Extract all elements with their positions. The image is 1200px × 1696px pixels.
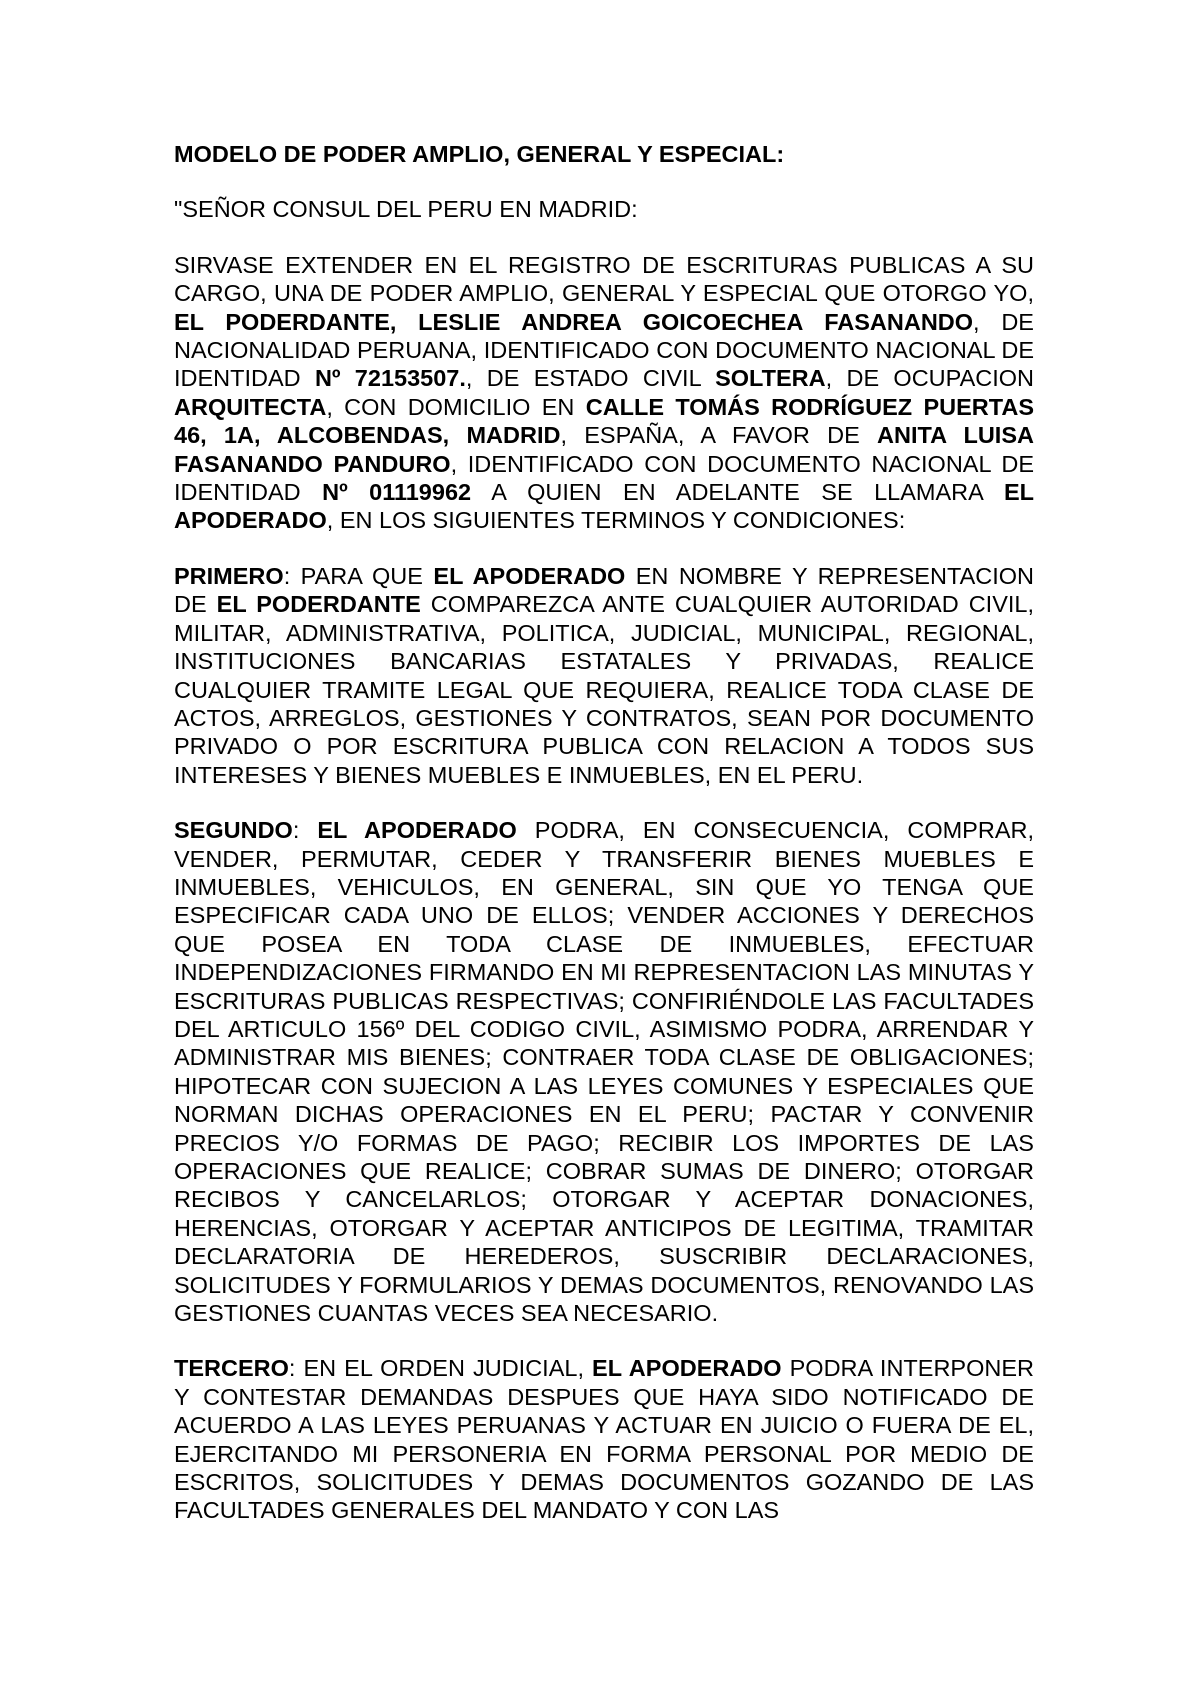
apoderado-term: EL APODERADO xyxy=(174,479,1034,534)
clause-tercero-text-2: PODRA INTERPONER Y CONTESTAR DEMANDAS DESPUES QUE HAYA SIDO NOTIFICADO DE ACUERDO A LAS LEYES PERUANAS Y ACTUAR EN JUICIO O FUERA DE EL, EJERCITANDO MI PERSONERIA EN FORMA PERSONAL POR MEDIO DE ESCRITOS, SOLICITUDES Y DEMAS DOCUMENTOS GOZANDO DE LAS FACULTADES GENERALES DEL MANDATO Y CON LAS xyxy=(174,1355,1035,1524)
clause-primero-bold-3: EL PODERDANTE xyxy=(216,591,421,618)
clause-primero-text-1: : PARA QUE xyxy=(283,562,434,589)
salutation: "SEÑOR CONSUL DEL PERU EN MADRID: xyxy=(174,196,638,223)
intro-text-9: , EN LOS SIGUIENTES TERMINOS Y CONDICIONES: xyxy=(326,507,906,534)
poderdante-name: EL PODERDANTE, LESLIE ANDREA GOICOECHEA FASANANDO xyxy=(174,308,974,335)
intro-text-5: , CON DOMICILIO EN xyxy=(326,393,586,420)
intro-text-4: , DE OCUPACION xyxy=(825,365,1034,392)
intro-text-2: , DE NACIONALIDAD PERUANA, IDENTIFICADO CON DOCUMENTO NACIONAL DE IDENTIDAD xyxy=(174,308,1034,392)
document-page xyxy=(174,140,1034,1525)
clause-tercero-heading: TERCERO xyxy=(174,1355,289,1382)
civil-status: SOLTERA xyxy=(715,365,826,392)
clause-primero-text-3: COMPAREZCA ANTE CUALQUIER AUTORIDAD CIVIL, MILITAR, ADMINISTRATIVA, POLITICA, JUDICIAL, MUNICIPAL, REGIONAL, INSTITUCIONES BANCARIAS ESTATALES Y PRIVADAS, REALICE CUALQUIER TRAMITE LEGAL QUE REQUIERA, REALICE TODA CLASE DE ACTOS, ARREGLOS, GESTIONES Y CONTRATOS, SEAN POR DOCUMENTO PRIVADO O POR ESCRITURA PUBLICA CON RELACION A TODOS SUS INTERESES Y BIENES MUEBLES E INMUEBLES, EN EL PERU. xyxy=(174,591,1035,788)
clause-tercero-bold-2: EL APODERADO xyxy=(592,1355,782,1382)
clause-segundo-text-1: : xyxy=(292,817,318,844)
clause-segundo-heading: SEGUNDO xyxy=(174,817,293,844)
document-title: MODELO DE PODER AMPLIO, GENERAL Y ESPECIAL: xyxy=(174,141,785,167)
clause-primero-bold-2: EL APODERADO xyxy=(433,562,626,589)
clause-segundo xyxy=(174,816,1034,1327)
clause-tercero-text-1: : EN EL ORDEN JUDICIAL, xyxy=(288,1355,593,1382)
intro-text-3: , DE ESTADO CIVIL xyxy=(465,365,716,392)
poderdante-dni: Nº 72153507. xyxy=(314,365,466,392)
apoderado-name: ANITA LUISA FASANANDO PANDURO xyxy=(174,422,1034,477)
intro-paragraph xyxy=(174,251,1034,535)
occupation: ARQUITECTA xyxy=(174,393,327,420)
intro-text-6: , ESPAÑA, A FAVOR DE xyxy=(560,422,878,449)
clause-primero xyxy=(174,562,1034,789)
clause-segundo-text-2: PODRA, EN CONSECUENCIA, COMPRAR, VENDER, PERMUTAR, CEDER Y TRANSFERIR BIENES MUEBLES E INMUEBLES, VEHICULOS, EN GENERAL, SIN QUE YO TENGA QUE ESPECIFICAR CADA UNO DE ELLOS; VENDER ACCIONES Y DERECHOS QUE POSEA EN TODA CLASE DE INMUEBLES, EFECTUAR INDEPENDIZACIONES FIRMANDO EN MI REPRESENTACION LAS MINUTAS Y ESCRITURAS PUBLICAS RESPECTIVAS; CONFIRIÉNDOLE LAS FACULTADES DEL ARTICULO 156º DEL CODIGO CIVIL, ASIMISMO PODRA, ARRENDAR Y ADMINISTRAR MIS BIENES; CONTRAER TODA CLASE DE OBLIGACIONES; HIPOTECAR CON SUJECION A LAS LEYES COMUNES Y ESPECIALES QUE NORMAN DICHAS OPERACIONES EN EL PERU; PACTAR Y CONVENIR PRECIOS Y/O FORMAS DE PAGO; RECIBIR LOS IMPORTES DE LAS OPERACIONES QUE REALICE; COBRAR SUMAS DE DINERO; OTORGAR RECIBOS Y CANCELARLOS; OTORGAR Y ACEPTAR DONACIONES, HERENCIAS, OTORGAR Y ACEPTAR ANTICIPOS DE LEGITIMA, TRAMITAR DECLARATORIA DE HEREDEROS, SUSCRIBIR DECLARACIONES, SOLICITUDES Y FORMULARIOS Y DEMAS DOCUMENTOS, RENOVANDO LAS GESTIONES CUANTAS VECES SEA NECESARIO. xyxy=(174,817,1034,1327)
intro-text-7: , IDENTIFICADO CON DOCUMENTO NACIONAL DE IDENTIDAD xyxy=(174,450,1034,506)
intro-text-1: SIRVASE EXTENDER EN EL REGISTRO DE ESCRITURAS PUBLICAS A SU CARGO, UNA DE PODER AMPLIO, GENERAL Y ESPECIAL QUE OTORGO YO, xyxy=(174,251,1034,307)
apoderado-dni: Nº 01119962 xyxy=(322,479,472,506)
clause-tercero xyxy=(174,1354,1034,1524)
clause-primero-heading: PRIMERO xyxy=(174,562,284,589)
address: CALLE TOMÁS RODRÍGUEZ PUERTAS 46, 1A, ALCOBENDAS, MADRID xyxy=(174,393,1035,449)
clause-primero-text-2: EN NOMBRE Y REPRESENTACION DE xyxy=(174,562,1034,618)
clause-segundo-bold-2: EL APODERADO xyxy=(317,817,517,844)
intro-text-8: A QUIEN EN ADELANTE SE LLAMARA xyxy=(471,479,1004,506)
